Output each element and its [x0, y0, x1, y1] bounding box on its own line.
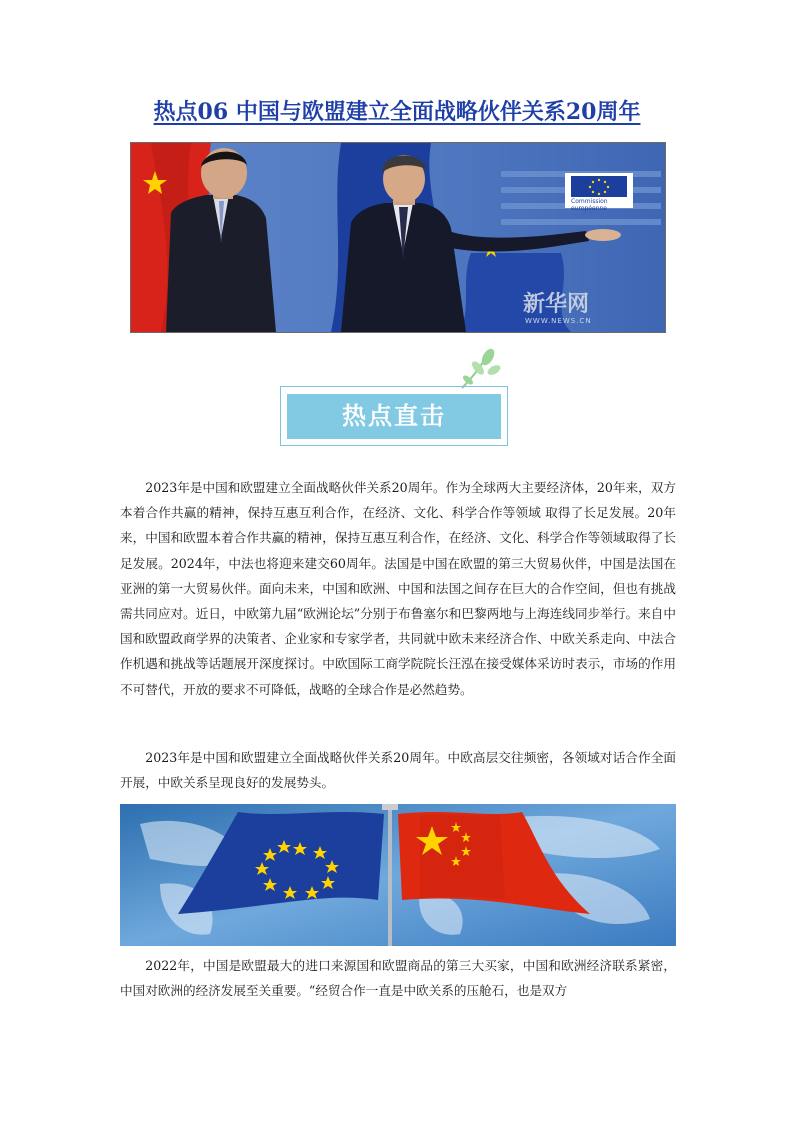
page-title: 热点06 中国与欧盟建立全面战略伙伴关系20周年 [153, 99, 641, 125]
commission-line2: européenne [571, 205, 607, 212]
xinhua-watermark: 新华网 [523, 292, 590, 317]
flags-photo [120, 804, 676, 946]
commission-line1: Commission [571, 198, 608, 205]
leaders-photo [130, 142, 666, 333]
leaders-photo-illustration [131, 143, 665, 332]
banner-label: 热点直击 [342, 402, 446, 430]
paragraph-3: 2022年，中国是欧盟最大的进口来源国和欧盟商品的第三大买家，中国和欧洲经济联系紧密，中国对欧洲的经济发展至关重要。“经贸合作一直是中欧关系的压舱石，也是双方 [120, 958, 676, 999]
xinhua-url: WWW.NEWS.CN [525, 317, 592, 325]
eu-china-flags-illustration [120, 804, 676, 946]
section-banner [280, 386, 510, 448]
paragraph-2: 2023年是中国和欧盟建立全面战略伙伴关系20周年。中欧高层交往频密，各领域对话合作全面开展，中欧关系呈现良好的发展势头。 [120, 750, 676, 791]
banner-box [287, 394, 501, 439]
paragraph-1: 2023年是中国和欧盟建立全面战略伙伴关系20周年。作为全球两大主要经济体，20年来，双方本着合作共赢的精神，保持互惠互利合作，在经济、文化、科学合作等领域 取得了长足发展。20年来，中国和欧盟本着合作共赢的精神，保持互惠互利合作，在经济、文化、科学合作等领域取得了长足发展。2024年，中法也将迎来建交60周年。法国是中国在欧盟的第三大贸易伙伴，中国是法国在亚洲的第一大贸易伙伴。面向未来，中国和欧洲、中国和法国之间存在巨大的合作空间，但也有挑战需共同应对。近日，中欧第九届“欧洲论坛”分别于布鲁塞尔和巴黎两地与上海连线同步举行。来自中国和欧盟政商学界的决策者、企业家和专家学者，共同就中欧未来经济合作、中欧关系走向、中法合作机遇和挑战等话题展开深度探讨。中欧国际工商学院院长汪泓在接受媒体采访时表示，市场的作用不可替代，开放的要求不可降低，战略的全球合作是必然趋势。 [120, 480, 676, 697]
